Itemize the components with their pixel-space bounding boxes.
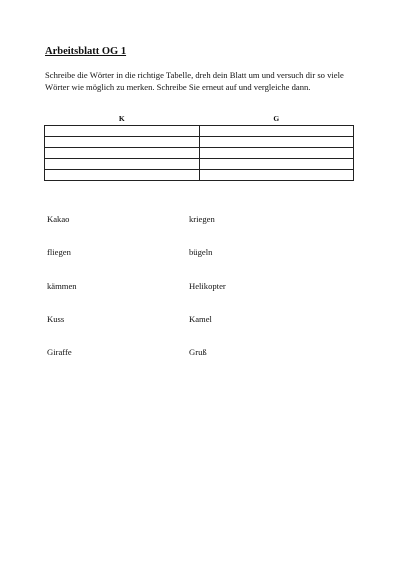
instructions-text: Schreibe die Wörter in die richtige Tabelle, dreh dein Blatt um und versuch dir so viele Wörter wie möglich zu merken. Schreibe Sie erneut auf und vergleiche dann. xyxy=(45,70,344,92)
word-row xyxy=(47,280,307,313)
table-cell-k[interactable] xyxy=(45,137,200,148)
table-cell-k[interactable] xyxy=(45,170,200,181)
table-cell-k[interactable] xyxy=(45,126,200,137)
column-header-k: K xyxy=(45,113,200,126)
worksheet-title: Arbeitsblatt OG 1 xyxy=(45,46,127,57)
table-row xyxy=(45,148,354,159)
table-cell-k[interactable] xyxy=(45,159,200,170)
table-header-row xyxy=(45,113,354,126)
sorting-table xyxy=(44,113,354,181)
table-cell-g[interactable] xyxy=(199,170,354,181)
word-item: kämmen xyxy=(47,280,77,291)
table-cell-g[interactable] xyxy=(199,126,354,137)
word-list xyxy=(47,213,307,379)
word-item: kriegen xyxy=(189,214,215,224)
word-item: fliegen xyxy=(47,247,71,258)
table-cell-k[interactable] xyxy=(45,148,200,159)
word-item: Gruß xyxy=(189,347,207,358)
table-cell-g[interactable] xyxy=(199,159,354,170)
column-header-g: G xyxy=(199,113,354,126)
word-row xyxy=(47,246,307,279)
table-row xyxy=(45,159,354,170)
word-row xyxy=(47,313,307,346)
word-row xyxy=(47,346,307,379)
word-item: bügeln xyxy=(189,247,213,258)
table-cell-g[interactable] xyxy=(199,148,354,159)
word-item: Helikopter xyxy=(189,280,226,291)
word-item: Kakao xyxy=(47,214,70,224)
table-cell-g[interactable] xyxy=(199,137,354,148)
table-row xyxy=(45,137,354,148)
word-item: Kamel xyxy=(189,313,212,324)
word-item: Giraffe xyxy=(47,347,72,358)
table-row xyxy=(45,170,354,181)
table-row xyxy=(45,126,354,137)
word-item: Kuss xyxy=(47,313,65,324)
word-row xyxy=(47,213,307,246)
